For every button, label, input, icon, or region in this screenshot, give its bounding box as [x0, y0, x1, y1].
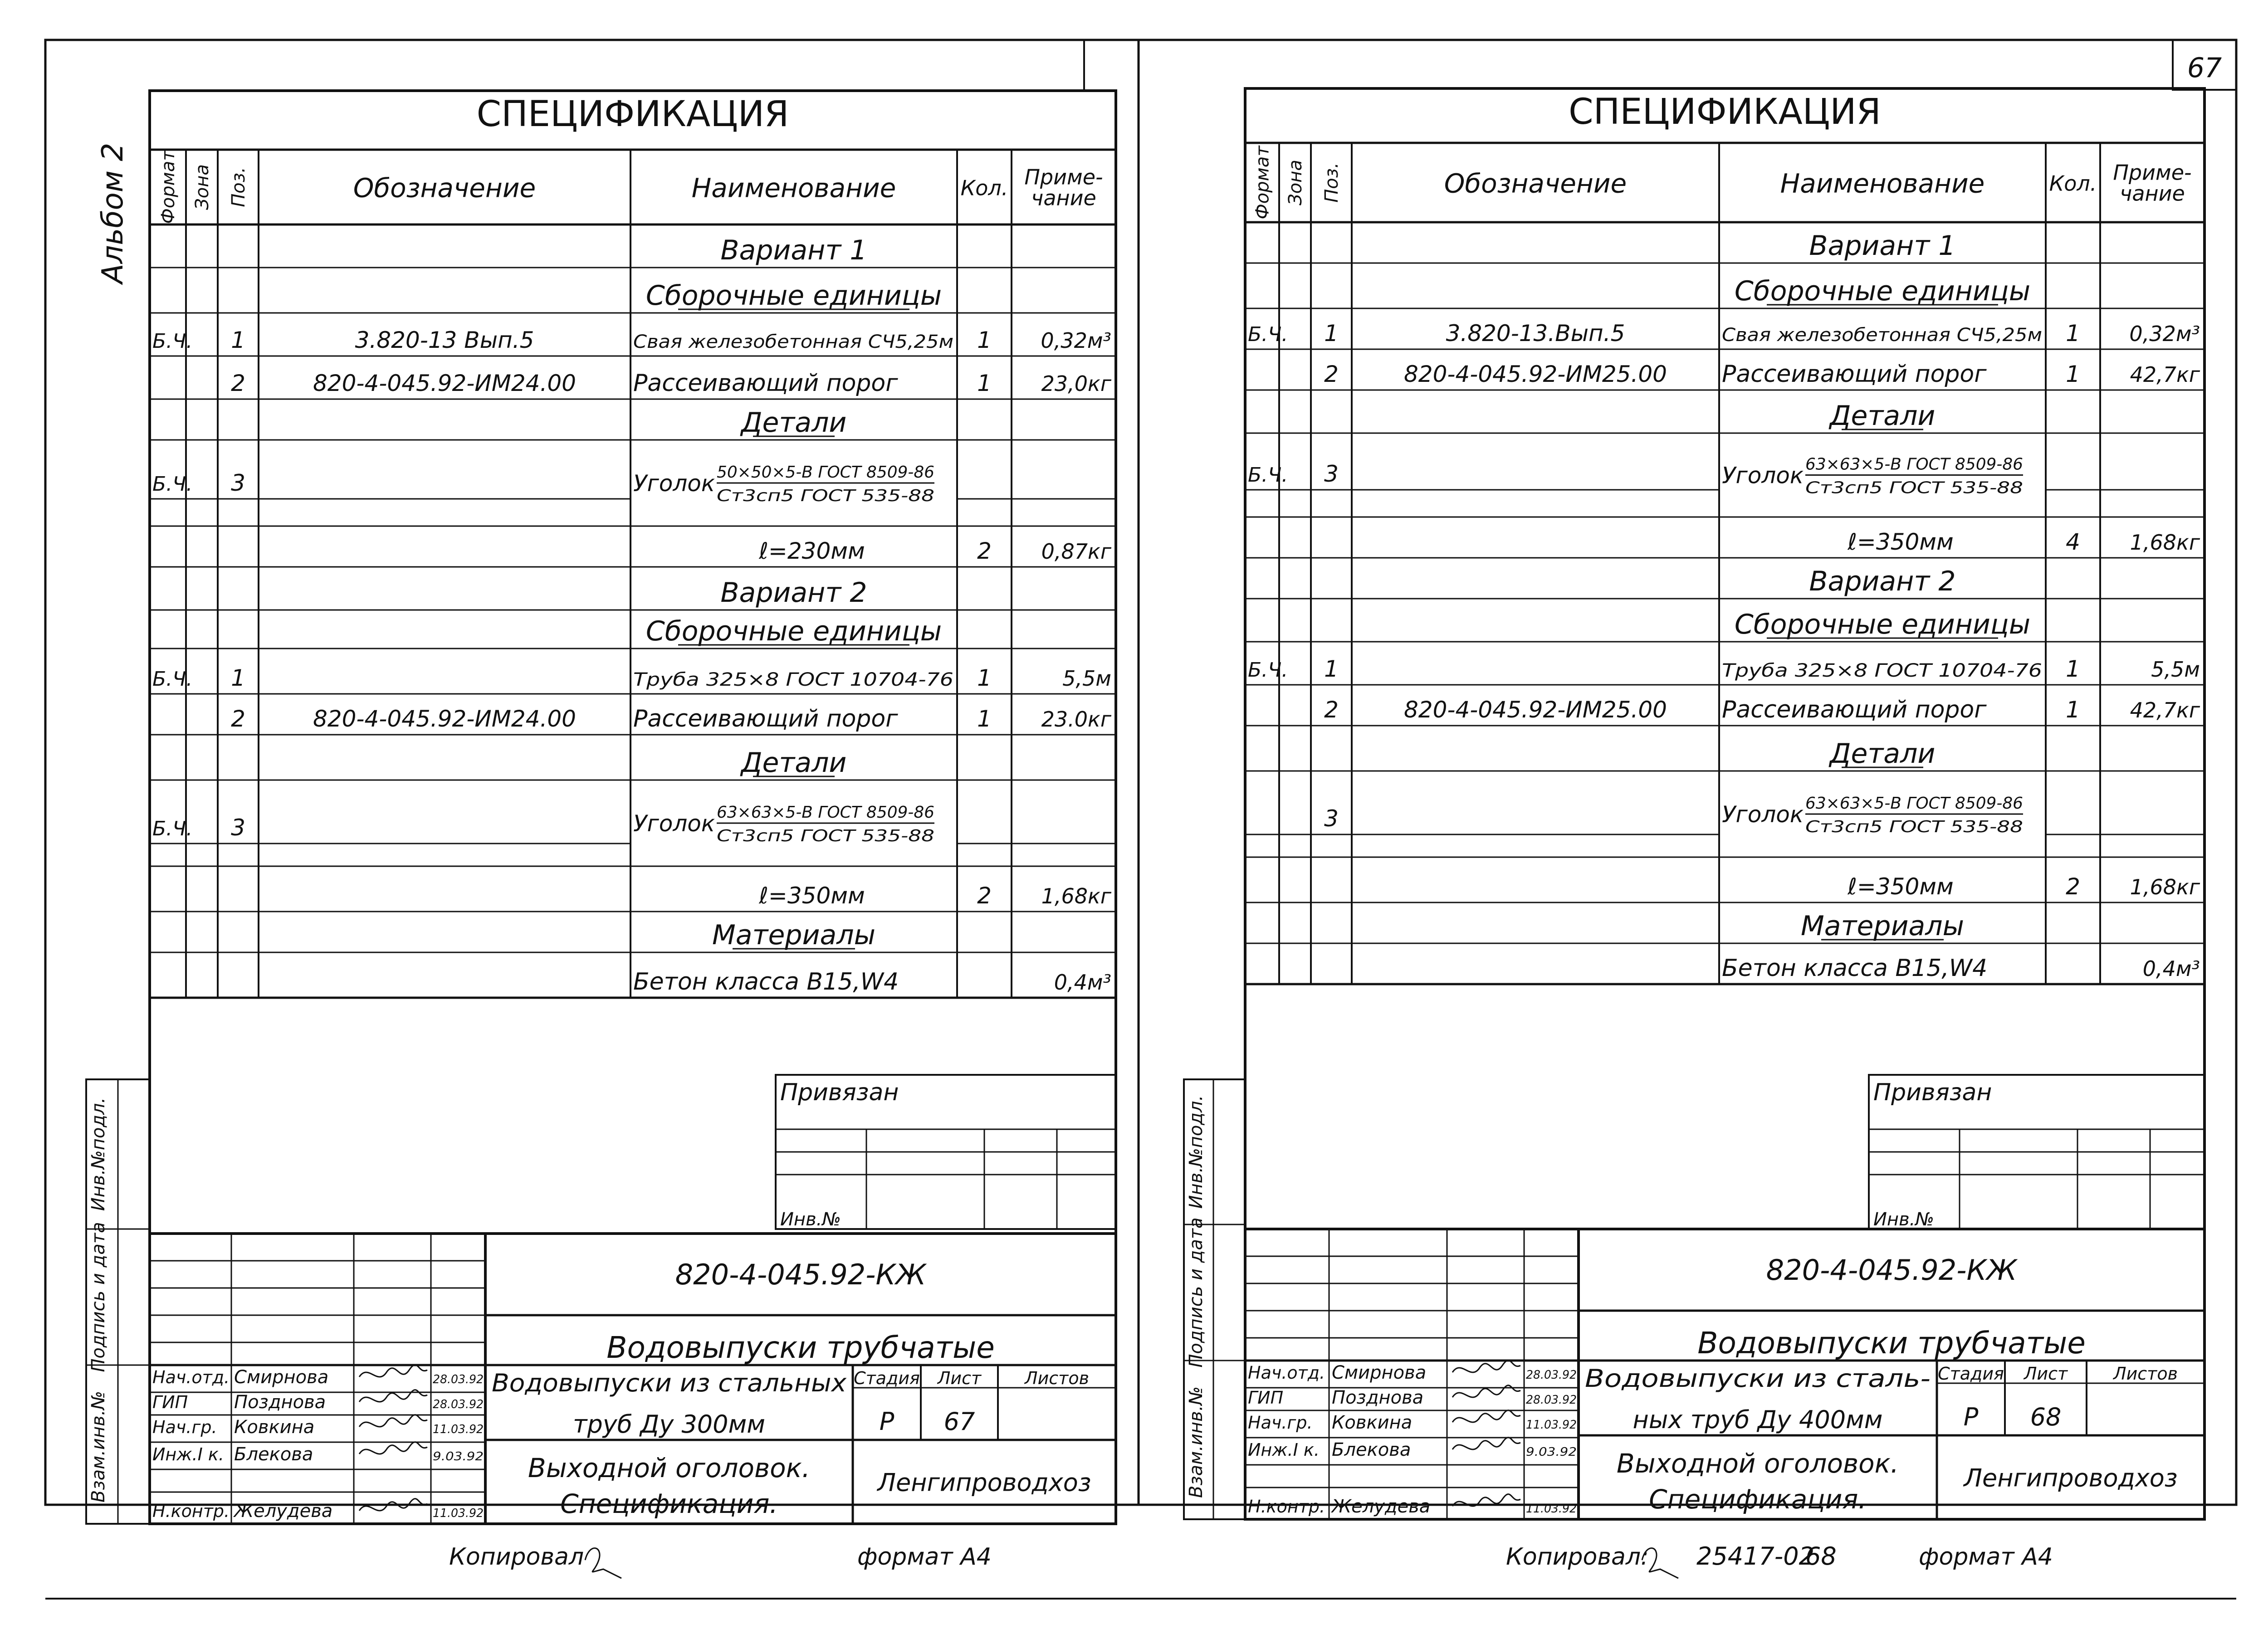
- ugolok-steel: Ст3сп5 ГОСТ 535-88: [1805, 478, 2023, 498]
- page-number: 67: [2187, 52, 2222, 84]
- role-label: Н.контр.: [152, 1501, 230, 1521]
- doc-name-line2: труб Ду 300мм: [572, 1410, 766, 1439]
- signature: [359, 1415, 427, 1427]
- cell-qty: 2: [977, 538, 992, 564]
- ugolok-profile: 63×63×5-В ГОСТ 8509-86: [1805, 794, 2023, 813]
- doc-name-line2: ных труб Ду 400мм: [1633, 1405, 1883, 1434]
- ugolok-steel: Ст3сп5 ГОСТ 535-88: [717, 487, 934, 505]
- col-zone-header: Зона: [192, 164, 213, 210]
- cell-note: 1,68кг: [1041, 884, 1111, 908]
- cell-note: 23.0кг: [1041, 707, 1111, 732]
- privyazan-label: Привязан: [1873, 1079, 1992, 1106]
- cell-pos: 3: [1324, 805, 1339, 832]
- sign-date: 28.03.92: [433, 1373, 484, 1386]
- col-pos-header: Поз.: [228, 167, 249, 207]
- col-note-header-2: чание: [2120, 181, 2185, 206]
- cell-note: 0,32м³: [2129, 322, 2200, 346]
- stage-value: Р: [879, 1407, 894, 1436]
- cell-format: Б.Ч.: [1248, 658, 1288, 682]
- cell-designation: 820-4-045.92-ИМ25.00: [1403, 361, 1667, 387]
- cell-note: 0,32м³: [1041, 328, 1111, 353]
- signature: [1452, 1410, 1520, 1422]
- vzam-label: Взам.инв.№: [88, 1390, 109, 1503]
- col-name-header: Наименование: [1780, 168, 1985, 199]
- cell-qty: 1: [2066, 320, 2080, 346]
- person-name: Позднова: [234, 1392, 326, 1413]
- document-code: 820-4-045.92-КЖ: [1766, 1254, 2017, 1287]
- format-label: формат А4: [1919, 1543, 2053, 1571]
- cell-pos: 1: [231, 665, 245, 691]
- cell-name: ℓ=350мм: [759, 883, 865, 909]
- organization: Ленгипроводхоз: [1964, 1463, 2178, 1493]
- col-zone-header: Зона: [1285, 160, 1306, 205]
- col-format-header: Формат: [1252, 146, 1273, 219]
- cell-name-section: Сборочные единицы: [1734, 275, 2031, 307]
- person-name: Ковкина: [234, 1417, 315, 1438]
- cell-name: Рассеивающий порог: [1722, 361, 1987, 388]
- role-label: Нач.гр.: [1248, 1413, 1313, 1433]
- role-label: Нач.гр.: [152, 1417, 217, 1437]
- person-name: Желудева: [1332, 1496, 1431, 1517]
- signature: [359, 1442, 427, 1454]
- cell-note: 0,4м³: [2142, 956, 2200, 981]
- drawing-title: Водовыпуски трубчатые: [1697, 1326, 2086, 1361]
- cell-format: Б.Ч.: [1248, 323, 1288, 346]
- cell-designation: 820-4-045.92-ИМ25.00: [1403, 697, 1667, 723]
- ugolok-label: Уголок: [1722, 801, 1804, 828]
- cell-format: Б.Ч.: [1248, 463, 1288, 487]
- cell-name-section: Сборочные единицы: [645, 280, 942, 312]
- cell-name: ℓ=230мм: [759, 538, 865, 564]
- ugolok-profile: 50×50×5-В ГОСТ 8509-86: [717, 463, 934, 482]
- cell-qty: 2: [2066, 873, 2080, 900]
- cell-name: Труба 325×8 ГОСТ 10704-76: [633, 669, 953, 690]
- ugolok-steel: Ст3сп5 ГОСТ 535-88: [1805, 818, 2023, 836]
- order-number: 25417-02: [1696, 1542, 1814, 1571]
- cell-name-section: Материалы: [1801, 910, 1964, 942]
- cell-qty: 1: [2066, 361, 2080, 387]
- copied-signature: [585, 1548, 621, 1578]
- col-qty-header: Кол.: [960, 176, 1008, 200]
- cell-pos: 1: [231, 327, 245, 353]
- spec-title: СПЕЦИФИКАЦИЯ: [1569, 92, 1881, 132]
- cell-name: Свая железобетонная СЧ5,25м: [1722, 325, 2042, 346]
- sheet-label: Лист: [2024, 1364, 2068, 1384]
- stage-label: Стадия: [1938, 1364, 2004, 1384]
- sign-date: 9.03.92: [1526, 1445, 1577, 1459]
- cell-name: Бетон класса В15,W4: [633, 968, 899, 995]
- cell-name-section: Вариант 2: [1809, 566, 1956, 597]
- album-label: Альбом 2: [96, 142, 130, 284]
- doc-subtitle-2: Спецификация.: [560, 1488, 778, 1519]
- cell-note: 0,87кг: [1041, 539, 1111, 564]
- cell-note: 0,4м³: [1054, 970, 1111, 995]
- cell-format: Б.Ч.: [152, 473, 193, 496]
- role-label: Инж.I к.: [152, 1444, 224, 1464]
- sign-date: 28.03.92: [433, 1398, 484, 1411]
- person-name: Желудева: [234, 1501, 333, 1522]
- cell-name: ℓ=350мм: [1848, 529, 1954, 555]
- cell-pos: 3: [1324, 461, 1339, 487]
- cell-note: 5,5м: [2151, 657, 2200, 682]
- role-label: ГИП: [152, 1392, 188, 1412]
- cell-name: Бетон класса В15,W4: [1722, 955, 1988, 982]
- drawing-frame: [150, 91, 1116, 1524]
- cell-note: 42,7кг: [2130, 698, 2200, 722]
- sheet-label: Лист: [937, 1368, 982, 1388]
- col-designation-header: Обозначение: [1444, 168, 1627, 199]
- doc-subtitle-1: Выходной оголовок.: [528, 1453, 811, 1483]
- signature: [359, 1365, 427, 1377]
- cell-qty: 1: [2066, 656, 2080, 682]
- cell-name-section: Вариант 1: [1809, 230, 1956, 262]
- cell-pos: 3: [231, 470, 245, 496]
- sign-date: 11.03.92: [1526, 1418, 1577, 1432]
- stage-value: Р: [1963, 1403, 1979, 1431]
- doc-name-line1: Водовыпуски из стальных: [492, 1369, 847, 1397]
- doc-subtitle-1: Выходной оголовок.: [1616, 1448, 1899, 1479]
- sheet-value: 67: [943, 1407, 975, 1436]
- cell-name-section: Детали: [741, 407, 847, 439]
- cell-note: 5,5м: [1062, 666, 1111, 691]
- cell-name: Рассеивающий порог: [633, 705, 898, 732]
- role-label: ГИП: [1248, 1388, 1284, 1408]
- signature: [1452, 1438, 1520, 1449]
- person-name: Позднова: [1332, 1387, 1424, 1408]
- document-code: 820-4-045.92-КЖ: [675, 1258, 926, 1291]
- stage-label: Стадия: [854, 1368, 920, 1388]
- cell-name-section: Детали: [741, 747, 847, 779]
- copied-label: Копировал: [449, 1543, 584, 1571]
- col-format-header: Формат: [158, 150, 179, 224]
- role-label: Н.контр.: [1248, 1497, 1325, 1517]
- sign-date: 11.03.92: [433, 1507, 484, 1520]
- role-label: Нач.отд.: [1248, 1363, 1325, 1383]
- copied-label: Копировал:: [1506, 1543, 1649, 1571]
- cell-pos: 2: [1324, 361, 1339, 387]
- cell-qty: 4: [2066, 529, 2080, 555]
- sheets-label: Листов: [1025, 1368, 1089, 1388]
- sign-date: 11.03.92: [433, 1423, 484, 1436]
- cell-name: Рассеивающий порог: [633, 370, 898, 397]
- sheet-right: [1139, 0, 2268, 1634]
- cell-qty: 1: [977, 370, 992, 396]
- col-note-header: Приме-: [1024, 165, 1103, 190]
- sign-date: 11.03.92: [1526, 1502, 1577, 1516]
- cell-format: Б.Ч.: [152, 330, 193, 353]
- cell-qty: 1: [977, 706, 992, 732]
- organization: Ленгипроводхоз: [877, 1468, 1091, 1497]
- vzam-label: Взам.инв.№: [1186, 1386, 1207, 1498]
- col-note-header-2: чание: [1031, 185, 1096, 210]
- sheets-label: Листов: [2113, 1364, 2178, 1384]
- cell-format: Б.Ч.: [152, 817, 193, 840]
- cell-name: Свая железобетонная СЧ5,25м: [633, 332, 953, 352]
- cell-name: ℓ=350мм: [1848, 873, 1954, 900]
- cell-format: Б.Ч.: [152, 668, 193, 691]
- cell-pos: 3: [231, 815, 245, 841]
- ugolok-profile: 63×63×5-В ГОСТ 8509-86: [717, 803, 934, 822]
- cell-note: 42,7кг: [2130, 362, 2200, 387]
- ugolok-steel: Ст3сп5 ГОСТ 535-88: [717, 827, 934, 845]
- col-qty-header: Кол.: [2049, 171, 2097, 196]
- col-name-header: Наименование: [691, 172, 896, 204]
- ugolok-profile: 63×63×5-В ГОСТ 8509-86: [1805, 455, 2023, 474]
- inv-no-label: Инв.№: [780, 1209, 841, 1230]
- privyazan-label: Привязан: [780, 1079, 899, 1106]
- sheet-frame: [1139, 40, 2236, 1505]
- cell-note: 1,68кг: [2130, 875, 2200, 899]
- person-name: Смирнова: [1332, 1362, 1427, 1383]
- col-designation-header: Обозначение: [353, 172, 536, 204]
- col-note-header: Приме-: [2113, 160, 2192, 185]
- ugolok-label: Уголок: [1722, 462, 1804, 489]
- inv-no-label: Инв.№: [1873, 1209, 1934, 1230]
- footer-page-number: 68: [1805, 1542, 1837, 1571]
- doc-name-line1: Водовыпуски из сталь-: [1585, 1364, 1931, 1393]
- cell-name-section: Вариант 2: [720, 577, 867, 609]
- cell-designation: 820-4-045.92-ИМ24.00: [313, 370, 577, 396]
- person-name: Смирнова: [234, 1367, 329, 1388]
- inv-podl-label: Инв.№подл.: [88, 1097, 109, 1211]
- cell-name-section: Материалы: [712, 919, 875, 951]
- podpis-label: Подпись и дата: [88, 1222, 109, 1372]
- cell-pos: 2: [1324, 697, 1339, 723]
- cell-name-section: Сборочные единицы: [645, 615, 942, 647]
- format-label: формат А4: [857, 1543, 992, 1571]
- cell-name-section: Детали: [1829, 400, 1936, 432]
- cell-name-section: Сборочные единицы: [1734, 609, 2031, 640]
- cell-name-section: Детали: [1829, 738, 1936, 770]
- sheet-frame: [45, 40, 1139, 1505]
- cell-designation: 820-4-045.92-ИМ24.00: [313, 706, 577, 732]
- sign-date: 9.03.92: [433, 1450, 484, 1463]
- doc-subtitle-2: Спецификация.: [1649, 1484, 1867, 1515]
- role-label: Нач.отд.: [152, 1367, 230, 1387]
- cell-name: Рассеивающий порог: [1722, 696, 1987, 723]
- sign-date: 28.03.92: [1526, 1368, 1577, 1382]
- person-name: Блекова: [1332, 1439, 1411, 1460]
- sign-date: 28.03.92: [1526, 1393, 1577, 1407]
- podpis-label: Подпись и дата: [1186, 1217, 1207, 1368]
- cell-pos: 1: [1324, 320, 1339, 346]
- col-pos-header: Поз.: [1321, 162, 1342, 203]
- spec-title: СПЕЦИФИКАЦИЯ: [476, 94, 789, 135]
- cell-name-section: Вариант 1: [720, 234, 867, 266]
- sheet-value: 68: [2030, 1403, 2062, 1431]
- cell-pos: 2: [231, 370, 245, 396]
- cell-qty: 1: [977, 665, 992, 691]
- cell-pos: 1: [1324, 656, 1339, 682]
- ugolok-label: Уголок: [633, 810, 715, 837]
- cell-name: Труба 325×8 ГОСТ 10704-76: [1722, 660, 2042, 681]
- cell-designation: 3.820-13.Вып.5: [1446, 320, 1625, 346]
- cell-designation: 3.820-13 Вып.5: [355, 327, 534, 353]
- role-label: Инж.I к.: [1248, 1440, 1320, 1460]
- inv-podl-label: Инв.№подл.: [1186, 1095, 1207, 1209]
- cell-qty: 1: [977, 327, 992, 353]
- drawing-title: Водовыпуски трубчатые: [606, 1330, 995, 1365]
- person-name: Ковкина: [1332, 1412, 1413, 1433]
- ugolok-label: Уголок: [633, 470, 715, 497]
- cell-pos: 2: [231, 706, 245, 732]
- cell-note: 1,68кг: [2130, 530, 2200, 555]
- sheet-right-drawing: [1139, 0, 2268, 1634]
- signature: [1452, 1361, 1520, 1372]
- cell-qty: 1: [2066, 697, 2080, 723]
- cell-note: 23,0кг: [1041, 371, 1111, 396]
- person-name: Блекова: [234, 1444, 313, 1465]
- cell-qty: 2: [977, 883, 992, 909]
